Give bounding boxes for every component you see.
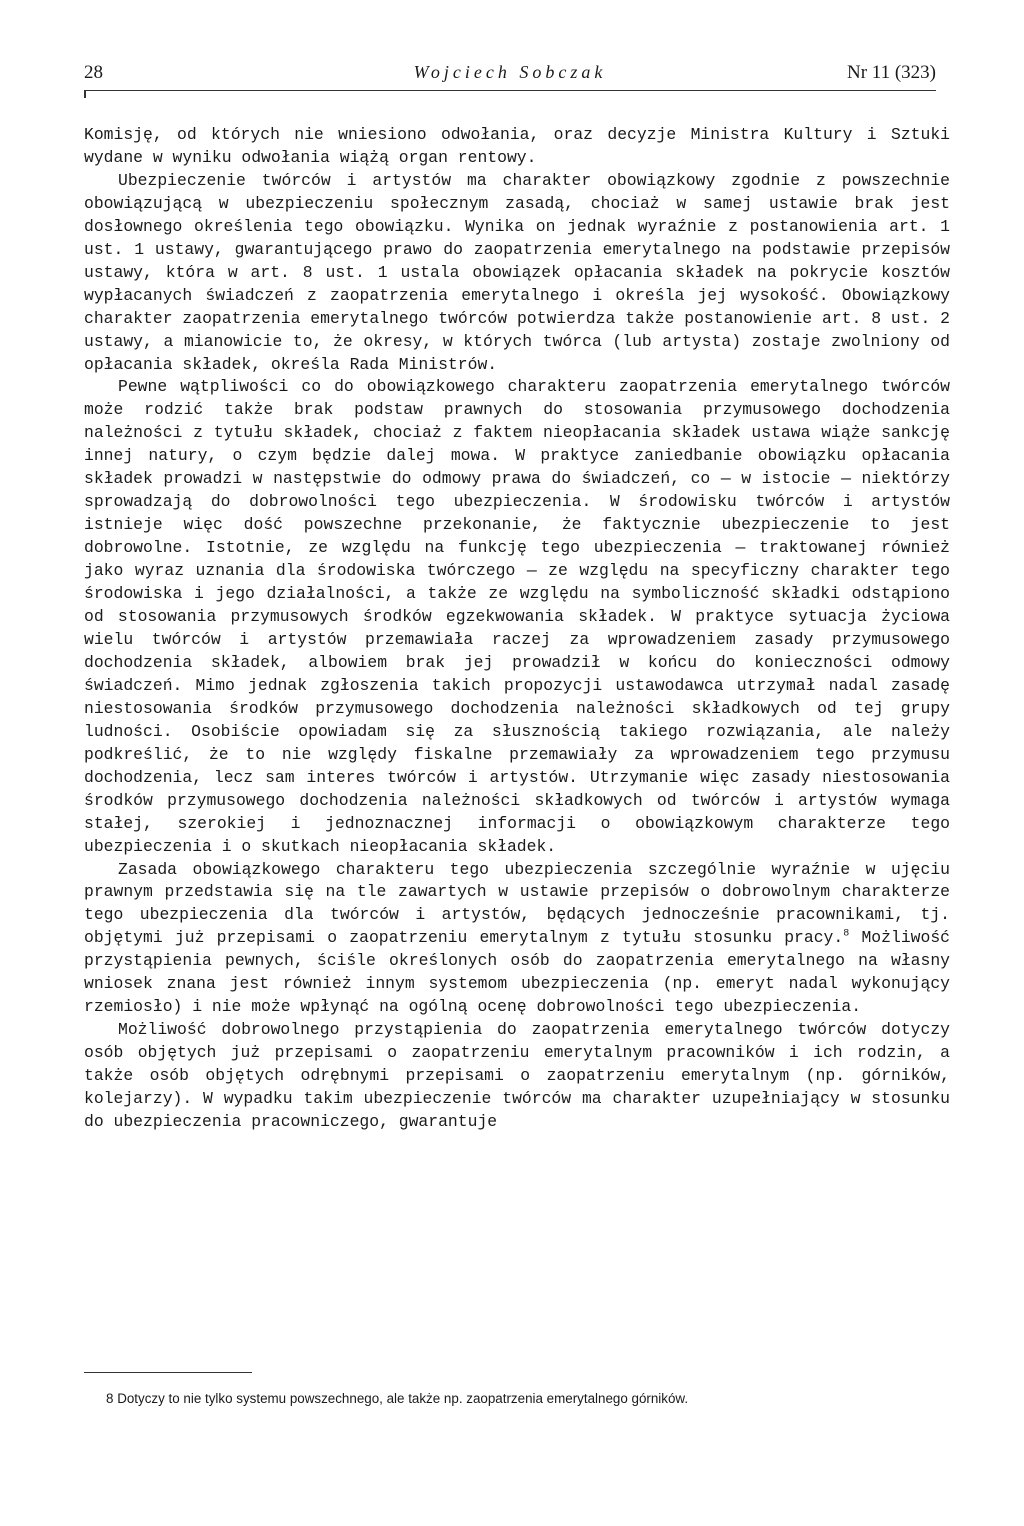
footnote-reference[interactable]: 8 [843, 928, 850, 940]
paragraph: Ubezpieczenie twórców i artystów ma charakter obowiązkowy zgodnie z powszechnie obowiązującą w ubezpieczeniu społecznym zasadą, chociaż w samej ustawie brak jest dosłownego określenia tego obowiązku. Wynika on jednak wyraźnie z postanowienia art. 1 ust. 1 ustawy, gwarantującego prawo do zaopatrzenia emerytalnego na podstawie przepisów ustawy, która w art. 8 ust. 1 ustala obowiązek opłacania składek na pokrycie kosztów wypłacanych świadczeń z zaopatrzenia emerytalnego i określa jej wysokość. Obowiązkowy charakter zaopatrzenia emerytalnego twórców potwierdza także postanowienie art. 8 ust. 2 ustawy, a mianowicie to, że okresy, w których twórca (lub artysta) zostaje zwolniony od opłacania składek, określa Rada Ministrów. [84, 170, 950, 374]
paragraph: Komisję, od których nie wniesiono odwołania, oraz decyzje Ministra Kultury i Sztuki wydane w wyniku odwołania wiążą organ rentowy. [84, 125, 950, 167]
footnote [84, 1388, 950, 1409]
footnote-marker: 8 [106, 1391, 114, 1406]
issue-number: Nr 11 (323) [847, 62, 936, 83]
paragraph: Możliwość dobrowolnego przystąpienia do zaopatrzenia emerytalnego twórców dotyczy osób objętych już przepisami o zaopatrzeniu emerytalnym pracowników i ich rodzin, a także osób objętych odrębnymi przepisami o zaopatrzeniu emerytalnym (np. górników, kolejarzy). W wypadku takim ubezpieczenie twórców ma charakter uzupełniający w stosunku do ubezpieczenia pracowniczego, gwarantuje [84, 1020, 950, 1131]
paragraph-text: Możliwość przystąpienia pewnych, ściśle określonych osób do zaopatrzenia emerytalnego na własny wniosek znana jest również innym systemom ubezpieczenia (np. emeryt nadal wykonujący rzemiosło) i nie może wpłynąć na ogólną ocenę dobrowolności tego ubezpieczenia. [84, 928, 950, 1017]
running-header [84, 62, 936, 88]
header-rule [84, 90, 936, 91]
footnote-text: Dotyczy to nie tylko systemu powszechnego, ale także np. zaopatrzenia emerytalnego górników. [117, 1391, 689, 1406]
footnote-rule [84, 1372, 252, 1373]
running-author: Wojciech Sobczak [413, 62, 607, 82]
article-body [84, 124, 950, 1134]
paragraph: Pewne wątpliwości co do obowiązkowego charakteru zaopatrzenia emerytalnego twórców może rodzić także brak podstaw prawnych do stosowania przymusowego dochodzenia należności z tytułu składek, chociaż z faktem nieopłacania składek ustawa wiąże sankcję innej natury, o czym będzie dalej mowa. W praktyce zaniedbanie obowiązku opłacania składek prowadzi w następstwie do odmowy prawa do świadczeń, co — w istocie — niektórzy sprowadzają do dobrowolności tego ubezpieczenia. W środowisku twórców i artystów istnieje więc dość powszechne przekonanie, że faktycznie ubezpieczenie to jest dobrowolne. Istotnie, ze względu na funkcję tego ubezpieczenia — traktowanej również jako wyraz uznania dla środowiska twórczego — ze względu na specyficzny charakter tego środowiska i jego działalności, a także ze względu na symboliczność składki odstąpiono od stosowania przymusowych środków egzekwowania składek. W praktyce sytuacja życiowa wielu twórców i artystów przemawiała raczej za wprowadzeniem zasady przymusowego dochodzenia składek, albowiem brak jej prowadził w końcu do konieczności odmowy świadczeń. Mimo jednak zgłoszenia takich propozycji ustawodawca utrzymał nadal zasadę niestosowania środków przymusowego dochodzenia należności składkowych od tej grupy ludności. Osobiście opowiadam się za słusznością takiego rozwiązania, ale należy podkreślić, że to nie względy fiskalne przemawiały za wprowadzeniem tego przymusu dochodzenia, lecz sam interes twórców i artystów. Utrzymanie więc zasady niestosowania środków przymusowego dochodzenia należności składkowych od twórców i artystów wymaga stałej, szerokiej i jednoznacznej informacji o obowiązkowym charakterze tego ubezpieczenia i o skutkach nieopłacania składek. [84, 377, 950, 856]
page-number: 28 [84, 62, 103, 83]
paragraph-with-footnote [84, 859, 950, 1020]
paragraph-text: Zasada obowiązkowego charakteru tego ubezpieczenia szczególnie wyraźnie w ujęciu prawnym przedstawia się na tle zawartych w ustawie przepisów o dobrowolnym charakterze tego ubezpieczenia dla twórców i artystów, będących jednocześnie pracownikami, tj. objętymi już przepisami o zaopatrzeniu emerytalnym z tytułu stosunku pracy. [84, 859, 950, 948]
